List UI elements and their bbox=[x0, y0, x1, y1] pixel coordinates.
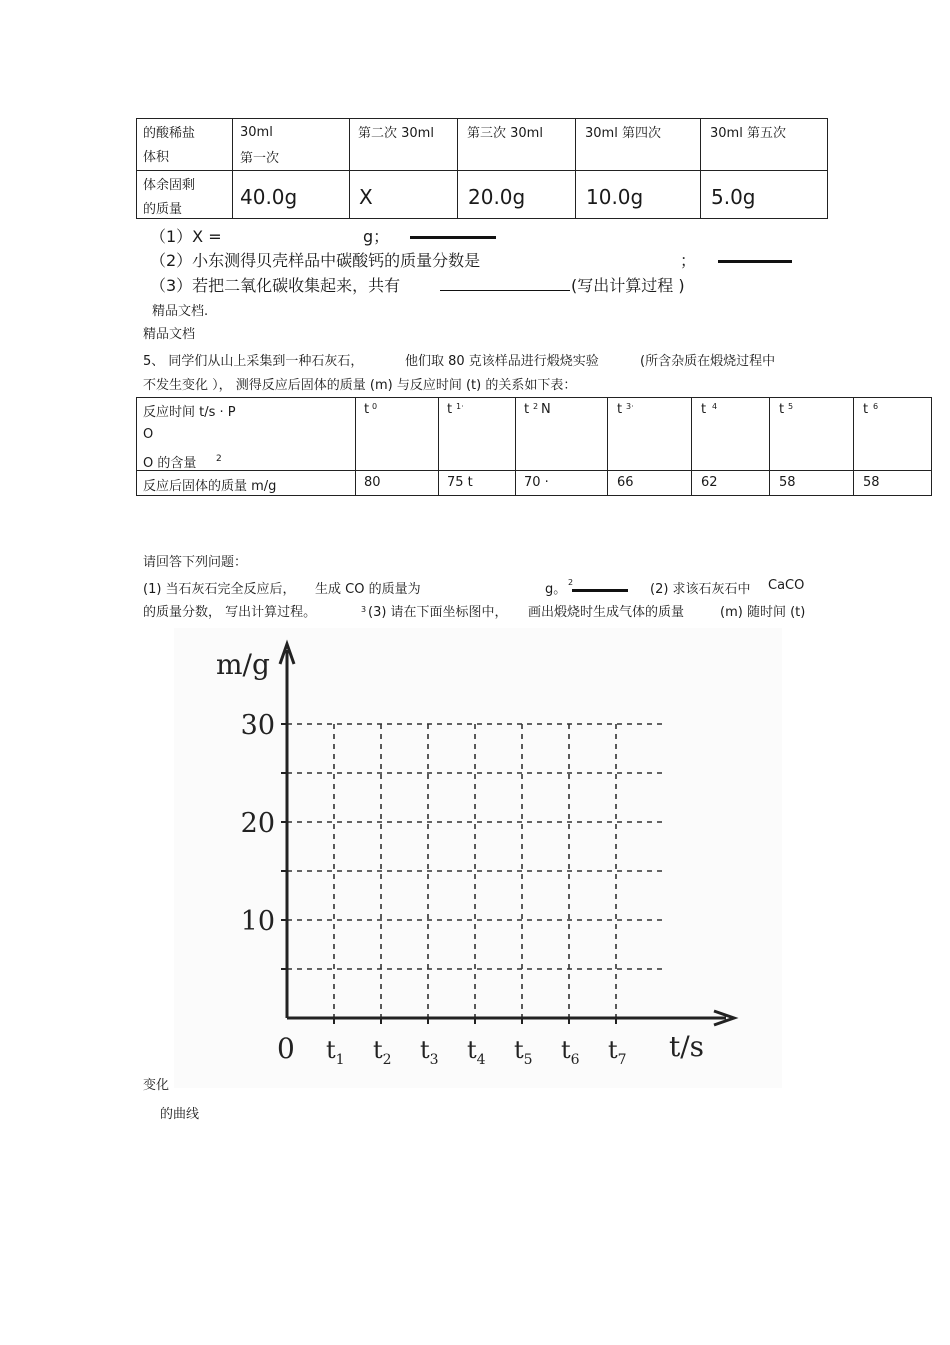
line2-part-c: 画出煅烧时生成气体的质量 bbox=[528, 605, 685, 620]
tail-text-1: 变化 bbox=[143, 1078, 170, 1093]
watermark-note-2: 精品文档 bbox=[143, 327, 196, 342]
table1-value: 10.0g bbox=[576, 171, 701, 219]
x-tick-label: $t_4$ bbox=[467, 1036, 486, 1068]
question-2-text: （2）小东测得贝壳样品中碳酸钙的质量分数是 bbox=[150, 251, 481, 270]
y-axis-label: m/g bbox=[216, 648, 270, 681]
q1-unit: g。 bbox=[545, 582, 567, 597]
watermark-note-1: 精品文档. bbox=[152, 304, 209, 319]
table1-cell-second: 第二次 30ml bbox=[350, 119, 458, 171]
question-1-unit: g； bbox=[363, 227, 390, 246]
table2-time-cell: t 0 bbox=[356, 398, 439, 471]
question-3-suffix: (写出计算过程 ) bbox=[571, 276, 685, 295]
answer-blank-2[interactable] bbox=[718, 260, 792, 263]
table1-value: X bbox=[350, 171, 458, 219]
table1-header-acid-volume: 的酸稀盐 体积 bbox=[137, 119, 233, 171]
table2-time-cell: t 4 bbox=[692, 398, 770, 471]
table2-mass-cell: 66 bbox=[608, 471, 692, 496]
table2-time-cell: t 2 N bbox=[516, 398, 608, 471]
table2-time-cell: t 3· bbox=[608, 398, 692, 471]
answer-blank-1[interactable] bbox=[410, 236, 496, 239]
x-tick-label: $t_3$ bbox=[420, 1036, 439, 1068]
question-1-label: （1）X = bbox=[150, 227, 222, 246]
tail-text-2: 的曲线 bbox=[160, 1107, 200, 1122]
table2-time-cell: t 6 bbox=[854, 398, 932, 471]
answer-blank-co2-mass[interactable] bbox=[572, 589, 628, 592]
question-2-semicolon: ； bbox=[680, 251, 697, 270]
y-tick-label: 10 bbox=[240, 906, 275, 937]
table2-mass-cell: 70 · bbox=[516, 471, 608, 496]
q2-part-a: (2) 求该石灰石中 bbox=[650, 582, 751, 597]
problem5-line1-a: 5、 同学们从山上采集到一种石灰石， bbox=[143, 354, 364, 369]
chart-svg bbox=[174, 628, 782, 1088]
line2-subscript: 3 bbox=[361, 605, 367, 614]
table2-header-mass: 反应后固体的质量 m/g bbox=[137, 471, 356, 496]
questions-intro: 请回答下列问题： bbox=[143, 555, 248, 570]
table1-value: 40.0g bbox=[233, 171, 350, 219]
y-tick-label: 30 bbox=[240, 710, 275, 741]
q1-part-a: (1) 当石灰石完全反应后， bbox=[143, 582, 296, 597]
x-tick-label: $t_5$ bbox=[514, 1036, 533, 1068]
table2-mass-cell: 75 t bbox=[439, 471, 516, 496]
x-tick-label: $t_6$ bbox=[561, 1036, 580, 1068]
table2-mass-cell: 58 bbox=[854, 471, 932, 496]
table1-cell-fourth: 30ml 第四次 bbox=[576, 119, 701, 171]
table1-value: 5.0g bbox=[701, 171, 828, 219]
q1-subscript: 2 bbox=[568, 578, 574, 587]
acid-volume-table bbox=[136, 118, 828, 219]
reaction-time-table bbox=[136, 397, 932, 496]
origin-label: 0 bbox=[277, 1032, 295, 1065]
question-3-text: （3）若把二氧化碳收集起来，共有 bbox=[150, 276, 401, 295]
x-tick-label: $t_2$ bbox=[373, 1036, 392, 1068]
q1-part-b: 生成 CO 的质量为 bbox=[315, 582, 421, 597]
table2-mass-cell: 80 bbox=[356, 471, 439, 496]
table1-cell-fifth: 30ml 第五次 bbox=[701, 119, 828, 171]
table2-mass-cell: 58 bbox=[770, 471, 854, 496]
table2-time-cell: t 5 bbox=[770, 398, 854, 471]
line2-part-d: (m) 随时间 (t) bbox=[720, 605, 806, 620]
line2-part-a: 的质量分数， 写出计算过程。 bbox=[143, 605, 317, 620]
table2-time-cell: t 1· bbox=[439, 398, 516, 471]
problem5-line2: 不发生变化 ）， 测得反应后固体的质量 (m) 与反应时间 (t) 的关系如下表： bbox=[143, 378, 577, 393]
table1-value: 20.0g bbox=[458, 171, 576, 219]
problem5-line1-b: 他们取 80 克该样品进行煅烧实验 bbox=[405, 354, 599, 369]
table2-mass-cell: 62 bbox=[692, 471, 770, 496]
table2-header-time: 反应时间 t/s · P O O 的含量 2 bbox=[137, 398, 356, 471]
y-tick-label: 20 bbox=[240, 808, 275, 839]
x-tick-label: $t_7$ bbox=[608, 1036, 627, 1068]
x-axis-label: t/s bbox=[669, 1030, 705, 1063]
problem5-line1-c: (所含杂质在煅烧过程中 bbox=[640, 354, 776, 369]
x-tick-label: $t_1$ bbox=[326, 1036, 345, 1068]
table1-header-remaining-solid: 体余固剩 的质量 bbox=[137, 171, 233, 219]
answer-blank-3[interactable] bbox=[440, 290, 570, 291]
line2-part-b: (3) 请在下面坐标图中， bbox=[368, 605, 508, 620]
q2-part-b: CaCO bbox=[768, 578, 805, 593]
mass-time-coordinate-chart[interactable] bbox=[174, 628, 782, 1088]
table1-cell-first: 30ml 第一次 bbox=[233, 119, 350, 171]
table1-cell-third: 第三次 30ml bbox=[458, 119, 576, 171]
